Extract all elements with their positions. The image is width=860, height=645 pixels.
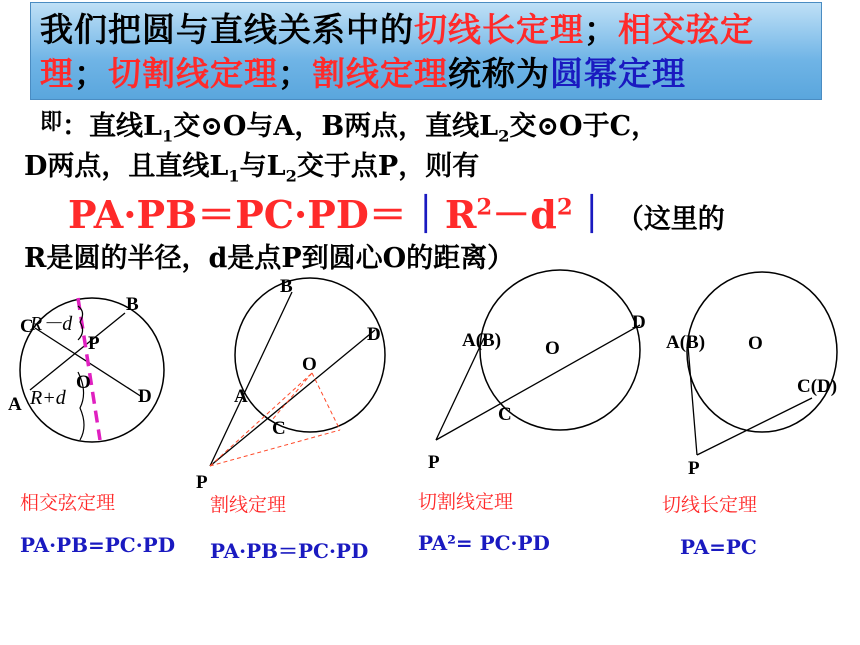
caption-formula-2: PA·PB＝PC·PD (210, 539, 369, 563)
label-c-3: C (498, 404, 512, 425)
dash-oc-2 (272, 373, 312, 420)
line2-c: 交于点P，则有 (296, 151, 480, 182)
caption-title-1: 相交弦定理 (20, 492, 116, 514)
caption-title-4: 切线长定理 (662, 494, 758, 516)
banner-sep3: ； (278, 54, 312, 93)
label-d-1: D (138, 386, 152, 407)
line2-sub1: 1 (228, 166, 240, 186)
label-p-4: P (688, 458, 700, 479)
label-b-2: B (280, 276, 293, 297)
dash-ot-2 (312, 373, 340, 430)
label-d-2: D (367, 324, 381, 345)
ji-label: 即 (40, 109, 63, 135)
banner-sep2: ； (74, 54, 108, 93)
banner-theorem5: 圆幂定理 (550, 54, 686, 93)
line1-a: ：直线L (62, 111, 162, 142)
line1-sub1: 1 (162, 126, 174, 146)
line2-b: 与L (239, 151, 286, 182)
caption-formula-3: PA²= PC·PD (418, 531, 550, 555)
caption-formula-1: PA·PB=PC·PD (20, 533, 176, 557)
formula-sup2: 2 (556, 194, 573, 221)
tangent-pa-3 (436, 338, 484, 440)
formula-a: PA·PB＝PC·PD＝ (68, 192, 407, 237)
label-cd-4: C(D) (797, 376, 838, 397)
caption-formula-4: PA=PC (680, 535, 757, 559)
label-p-3: P (428, 452, 440, 473)
label-p-1: P (88, 333, 100, 354)
caption-title-3: 切割线定理 (418, 491, 514, 513)
banner-theorem4: 割线定理 (312, 54, 448, 93)
caption-title-2: 割线定理 (210, 494, 287, 516)
line1-b: 交⊙O与A，B两点，直线L (173, 111, 499, 142)
line1-sub2: 2 (498, 126, 510, 146)
formula-bar-left: ｜ (406, 192, 445, 237)
banner-part1: 我们把圆与直线关系中的 (40, 10, 414, 49)
diagram-tangent-secant (428, 270, 646, 473)
tangent-pc-4 (697, 398, 812, 455)
banner-theorem1: 切线长定理 (414, 10, 584, 49)
label-ab-4: A(B) (666, 332, 706, 353)
label-p-2: P (196, 472, 208, 493)
diagram-tangent-lengths (666, 272, 837, 479)
line1-c: 交⊙O于C， (509, 111, 659, 142)
label-c-2: C (272, 418, 286, 439)
label-o-4: O (748, 333, 763, 354)
banner-theorem3: 切割线定理 (108, 54, 278, 93)
banner-sep1: ； (584, 10, 618, 49)
label-r-plus-d: R+d (30, 387, 66, 409)
label-ab-3: A(B) (462, 330, 502, 351)
formula-minus: －d (492, 192, 557, 237)
diagram-intersecting-chords (8, 294, 164, 442)
label-d-3: D (632, 312, 646, 333)
diagram-secants (196, 276, 385, 493)
formula-note: （这里的 (616, 204, 725, 235)
label-a-1: A (8, 394, 22, 415)
secant-ab-2 (210, 292, 292, 466)
banner-theorem2: 相交弦定理 (40, 10, 754, 93)
label-r-minus-d: R－d (30, 313, 73, 335)
tangent-pa-4 (688, 346, 697, 455)
statement-line4: R是圆的半径，d是点P到圆心O的距离） (24, 243, 515, 274)
label-o-3: O (545, 338, 560, 359)
banner-part2: 统称为 (448, 54, 550, 93)
label-b-1: B (126, 294, 139, 315)
formula-sup1: 2 (476, 194, 493, 221)
formula-bar-right: ｜ (572, 192, 611, 237)
formula-r: R (444, 192, 477, 237)
label-o-1: O (76, 372, 91, 393)
label-a-2: A (234, 386, 248, 407)
label-c-1: C (20, 316, 34, 337)
label-o-2: O (302, 354, 317, 375)
line2-a: D两点，且直线L (24, 151, 229, 182)
line2-sub2: 2 (285, 166, 297, 186)
